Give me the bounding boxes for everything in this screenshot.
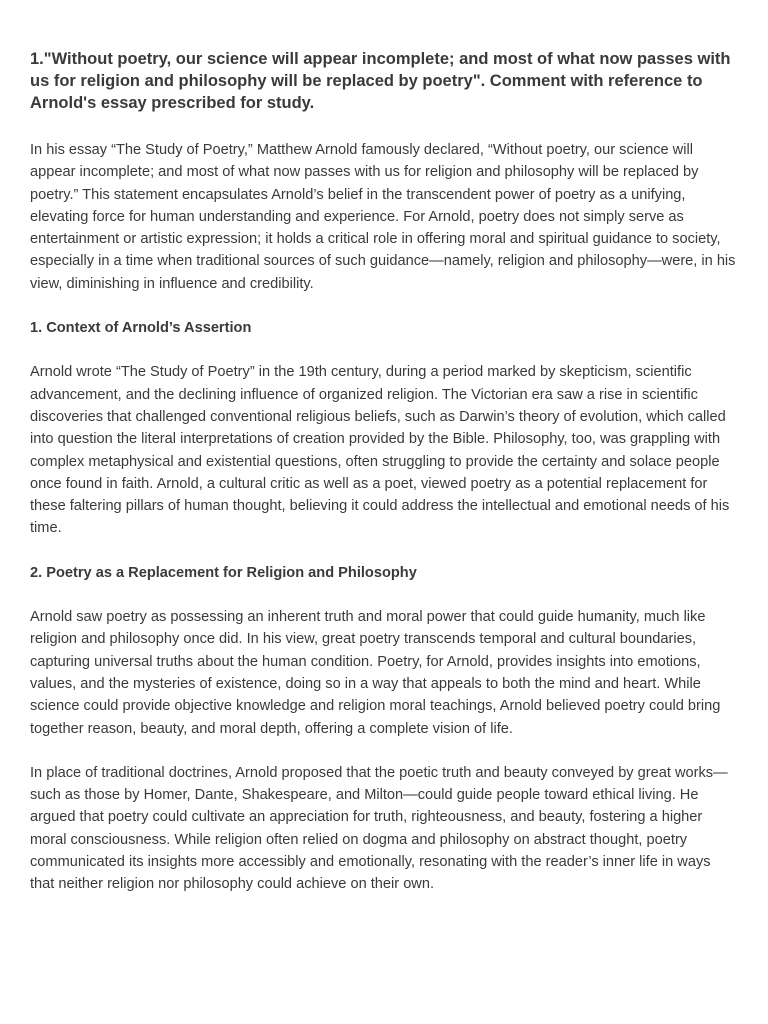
section-2-paragraph-2: In place of traditional doctrines, Arnold proposed that the poetic truth and beauty conveyed by great works—such as those by Homer, Dante, Shakespeare, and Milton—could guide people toward ethical living. He argued that poetry could cultivate an appreciation for truth, righteousness, and beauty, fostering a higher moral consciousness. While religion often relied on dogma and philosophy on abstract thought, poetry communicated its insights more accessibly and emotionally, resonating with the reader’s inner life in ways that neither religion nor philosophy could achieve on their own. [30,764,728,893]
section-1-paragraph-1: Arnold wrote “The Study of Poetry” in the 19th century, during a period marked by skepticism, scientific advancement, and the declining influence of organized religion. The Victorian era saw a rise in scientific discoveries that challenged conventional religious beliefs, such as Darwin’s theory of evolution, which called into question the literal interpretations of creation provided by the Bible. Philosophy, too, was grappling with complex metaphysical and existential questions, often struggling to provide the certainty and solace people once found in faith. Arnold, a cultural critic as well as a poet, viewed poetry as a potential replacement for these faltering pillars of human thought, believing it could address the intellectual and emotional needs of his time. [30,364,730,537]
section-2-paragraph-1: Arnold saw poetry as possessing an inherent truth and moral power that could guide humanity, much like religion and philosophy once did. In his view, great poetry transcends temporal and cultural boundaries, capturing universal truths about the human condition. Poetry, for Arnold, provides insights into emotions, values, and the mysteries of existence, doing so in a way that appeals to both the mind and heart. While science could provide objective knowledge and religion moral teachings, Arnold believed poetry could bring together reason, beauty, and moral depth, offering a complete vision of life. [30,609,721,737]
section-2-heading: 2. Poetry as a Replacement for Religion and Philosophy [30,564,417,581]
question-heading: 1."Without poetry, our science will appear incomplete; and most of what now passes with us for religion and philosophy will be replaced by poetry". Comment with reference to Arnold's essay prescribed for study. [30,50,731,112]
section-1-heading: 1. Context of Arnold’s Assertion [30,320,252,337]
intro-paragraph: In his essay “The Study of Poetry,” Matthew Arnold famously declared, “Without poetry, our science will appear incomplete; and most of what now passes with us for religion and philosophy will be replaced by poetry.” This statement encapsulates Arnold’s belief in the transcendent power of poetry as a unifying, elevating force for human understanding and experience. For Arnold, poetry does not simply serve as entertainment or artistic expression; it holds a critical role in offering moral and spiritual guidance to society, especially in a time when traditional sources of such guidance—namely, religion and philosophy—were, in his view, diminishing in influence and credibility. [30,142,736,292]
